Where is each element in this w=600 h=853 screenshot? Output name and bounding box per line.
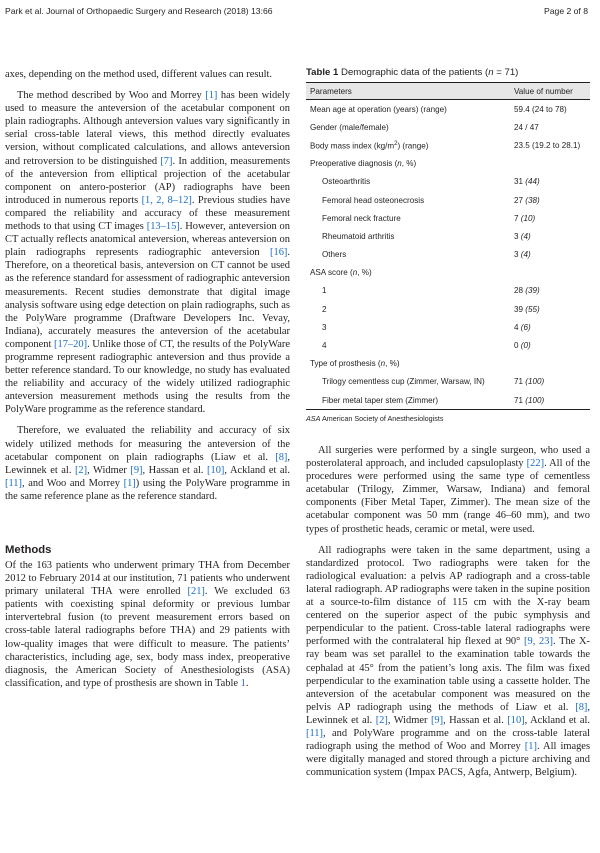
body-text: The method described by Woo and Morrey (17, 90, 206, 102)
body-text: . However, anteversion on CT actually reflects anatomical anteversion, whereas anteversion on plain radiographs represents radiographic anteversion (5, 221, 290, 259)
row-value (510, 355, 590, 373)
citation-link[interactable]: [10] (507, 714, 525, 726)
row-parameter: Others (322, 250, 347, 260)
row-parameter: Mean age at operation (years) (range) (310, 104, 447, 114)
row-parameter: ASA score (n, %) (310, 268, 372, 278)
table-row (306, 355, 590, 373)
table-row (306, 282, 590, 300)
body-text: . Therefore, on a theoretical basis, anteversion on CT cannot be used as the reference standard for assessment of radiographic anteversion measurements. Recent studies demonstrate that digital image analysis software using edge detection on plain radiographs, such as the PolyWare programme (Draftware Developers Inc. Vevay, Indiana), accurately measures the anteversion of the acetabular component (5, 247, 290, 350)
paragraph-radiographs (306, 544, 590, 780)
section-heading-methods: Methods (5, 544, 52, 556)
column-header-value: Value of number (510, 83, 590, 100)
row-value: 3 (4) (514, 250, 531, 260)
paragraph-aim (5, 424, 290, 503)
row-value: 0 (0) (514, 341, 531, 351)
row-value: 27 (38) (514, 195, 540, 205)
paragraph-intro-end: axes, depending on the method used, different values can result. (5, 69, 273, 80)
table-row (306, 191, 590, 209)
row-value: 24 / 47 (514, 122, 539, 132)
table-row (306, 336, 590, 354)
row-parameter: 2 (322, 304, 327, 314)
row-parameter: Body mass index $(kg/m^2)$ (range) (310, 140, 429, 151)
right-column (306, 444, 590, 779)
table-caption-post: = 71) (493, 67, 519, 78)
citation-link[interactable]: [2] (74, 464, 88, 476)
row-value: 71 (100) (514, 377, 545, 387)
row-parameter: Rheumatoid arthritis (322, 231, 395, 241)
body-text: All radiographs were taken in the same department, using a standardized protocol. Two radiographs were taken for the radiological evaluation: a pelvis AP radiograph and a cross-table lateral radiograph. AP radiographs were taken in the supine position at a source-to-film distance of 115 cm with the X-ray beam centered on the superior aspect of the pubic symphysis and perpendicular to the patient. Cross-table lateral radiographs were performed with the contralateral hip flexed at 90° (306, 544, 590, 648)
body-text: All surgeries were performed by a single surgeon, who used a posterolateral approach, and included capsuloplasty (306, 445, 590, 470)
page-number (544, 6, 588, 16)
table-row (306, 209, 590, 227)
citation-link[interactable]: [1] (205, 90, 218, 102)
row-value: 28 (39) (514, 286, 540, 296)
table-row (306, 246, 590, 264)
citation-link[interactable]: [1] (524, 741, 537, 753)
citation-link[interactable]: [2] (375, 714, 388, 726)
row-value: 71 (100) (510, 391, 590, 410)
paragraph-surgery (306, 444, 590, 536)
body-text: . All images were digitally managed and stored through a picture archiving and communication system (Impax PACS, Agfa, Antwerp, Belgium). (306, 741, 591, 779)
footnote-text: American Society of Anesthesiologists (320, 414, 444, 424)
citation-link[interactable]: [9] (430, 714, 444, 726)
body-text: , Ackland et al. (224, 464, 291, 476)
citation-link[interactable]: [11] (5, 477, 23, 489)
table-row (306, 227, 590, 245)
row-value: 3 (4) (514, 231, 531, 241)
body-text: , and Woo and Morrey (22, 477, 124, 489)
table-caption-n: n (488, 67, 494, 78)
citation-link[interactable]: [11] (306, 727, 324, 739)
body-text: has been widely used to measure the anteversion of the acetabular component on plain radiographs. Although anteversion values vary significantly in serial cross-table lateral views, this method directly evaluates version, without complicated calculations, and allows anteversion and retroversion to be distinguished (5, 90, 290, 167)
citation-link[interactable]: 1 (240, 677, 246, 689)
row-parameter: 3 (322, 322, 327, 332)
citation-link[interactable]: [22] (526, 458, 545, 470)
footnote-abbr: ASA (306, 414, 321, 424)
column-header-parameters: Parameters (306, 83, 510, 100)
table-row (306, 118, 590, 136)
citation-link[interactable]: [1, 2, 8–12] (141, 194, 192, 206)
body-text: . The X-ray beam was set parallel to the examination table towards the cephalad at 45° from the patient’s long axis. The film was fixed perpendicular to the examination table using a cassette holder. The anteversion of the acetabular component was measured on the pelvis AP radiograph using the methods of Liaw et al. (306, 636, 590, 713)
table-row (306, 264, 590, 282)
body-text: Therefore, we evaluated the reliability and accuracy of six widely utilized methods for measuring the anteversion of the acetabular component on plain radiographs (Liaw et al. (5, 425, 290, 463)
table-row (306, 173, 590, 191)
body-text: ) using the PolyWare programme in the same reference plane as the reference standard. (5, 477, 290, 502)
table-row (306, 100, 590, 119)
body-text: , Widmer (387, 714, 431, 726)
body-text: , and PolyWare programme and on the cross-table lateral radiograph using the method of Woo and Morrey (306, 727, 590, 753)
page-number-text: Page 2 of 8 (544, 6, 588, 16)
body-text: , Ackland et al. (524, 714, 590, 726)
citation-link[interactable]: [21] (187, 586, 205, 598)
body-text: Of the 163 patients who underwent primary THA from December 2012 to February 2014 at our institution, 71 patients who underwent primary unilateral THA were enrolled (5, 560, 290, 598)
table-row (306, 136, 590, 154)
table-caption (306, 66, 590, 79)
row-value (510, 264, 590, 282)
body-text: . In addition, measurements of the anteversion from elliptical projection of the acetabular component on antero-posterior (AP) radiographs have been introduced in numerous reports (5, 155, 291, 206)
table-row (306, 373, 590, 391)
citation-link[interactable]: [7] (160, 155, 173, 167)
table-footnote (306, 414, 590, 423)
citation-link[interactable]: [16] (270, 247, 288, 259)
citation-link[interactable]: [8] (575, 701, 588, 713)
citation-link[interactable]: [9] (130, 464, 143, 476)
row-parameter: Trilogy cementless cup (Zimmer, Warsaw, IN) (322, 377, 485, 387)
row-parameter: Preoperative diagnosis (n, %) (310, 159, 417, 169)
body-text: , Widmer (87, 464, 131, 476)
body-text: . Unlike those of CT, the results of the PolyWare programme represent radiographic anteversion and thus provide a better reference standard. To our knowledge, no study has evaluated the reliability and accuracy of the widely utilized radiographic anteversion measurement methods using the results from the PolyWare programme as the reference standard. (5, 338, 290, 416)
citation-link[interactable]: [1] (123, 477, 136, 489)
table-label: Table 1 (306, 67, 339, 78)
row-parameter: 4 (322, 341, 327, 351)
row-parameter: Femoral neck fracture (322, 213, 401, 223)
table-row (306, 155, 590, 173)
citation-link[interactable]: [10] (207, 464, 225, 476)
paragraph-methods-patients (5, 559, 290, 690)
demographic-table (306, 82, 590, 410)
row-parameter: 1 (322, 286, 327, 296)
citation-link[interactable]: [9, 23] (524, 636, 553, 648)
row-value (510, 155, 590, 173)
body-text: . (245, 677, 249, 689)
citation-link[interactable]: [8] (275, 451, 288, 463)
body-text: . We excluded 63 patients with coexisting spinal deformity or previous lumbar intervertebral fusion (to prevent measurement errors based on cross-table lateral radiographs before THA) and 29 patients with low-quality images that were difficult to measure. The patients’ characteristics, including age, sex, body mass index, preoperative diagnosis, the American Society of Anesthesiologists (ASA) classification, and type of prosthesis are shown in Table (5, 586, 290, 689)
row-parameter: Fiber metal taper stem (Zimmer) (306, 391, 510, 410)
body-text: , Lewinnek et al. (5, 451, 290, 476)
table-row (306, 391, 590, 410)
table-row (306, 318, 590, 336)
left-column (5, 68, 290, 690)
running-header-text: Park et al. Journal of Orthopaedic Surgery and Research (2018) 13:66 (5, 6, 273, 16)
row-value: 4 (6) (514, 322, 531, 332)
body-text: . Previous studies have compared the reliability and accuracy of these measurement methods to that using CT images (5, 194, 290, 233)
row-value: 23.5 (19.2 to 28.1) (514, 140, 581, 150)
running-header (5, 6, 273, 16)
citation-link[interactable]: [13–15] (146, 221, 180, 233)
table-row (306, 300, 590, 318)
row-value: 31 (44) (514, 177, 540, 187)
paragraph-woo-morrey (5, 89, 290, 416)
row-value: 39 (55) (514, 304, 540, 314)
citation-link[interactable]: [17–20] (54, 338, 88, 350)
row-parameter: Femoral head osteonecrosis (322, 195, 425, 205)
row-parameter: Gender (male/female) (310, 122, 389, 132)
body-text: , Hassan et al. (443, 714, 508, 726)
row-value: 59.4 (24 to 78) (514, 104, 567, 114)
table-caption-pre: Demographic data of the patients ( (338, 67, 489, 78)
body-text: , Hassan et al. (142, 464, 208, 476)
body-text: , Lewinnek et al. (306, 701, 590, 726)
row-value: 7 (10) (514, 213, 536, 223)
body-text: . All of the procedures were performed using the same type of cementless acetabular (Trilogy, Zimmer, Warsaw, Indiana) and femoral components (Fiber Metal Taper, Zimmer). The mean size of the acetabular component was 50 mm (range 46–60 mm), and two types of prosthetic heads, ceramic or metal, were used. (306, 458, 590, 535)
row-parameter: Osteoarthritis (322, 177, 371, 187)
row-parameter: Type of prosthesis (n, %) (310, 359, 400, 369)
table-header-row (306, 83, 590, 100)
table-1 (306, 66, 590, 423)
table-body (306, 100, 590, 410)
